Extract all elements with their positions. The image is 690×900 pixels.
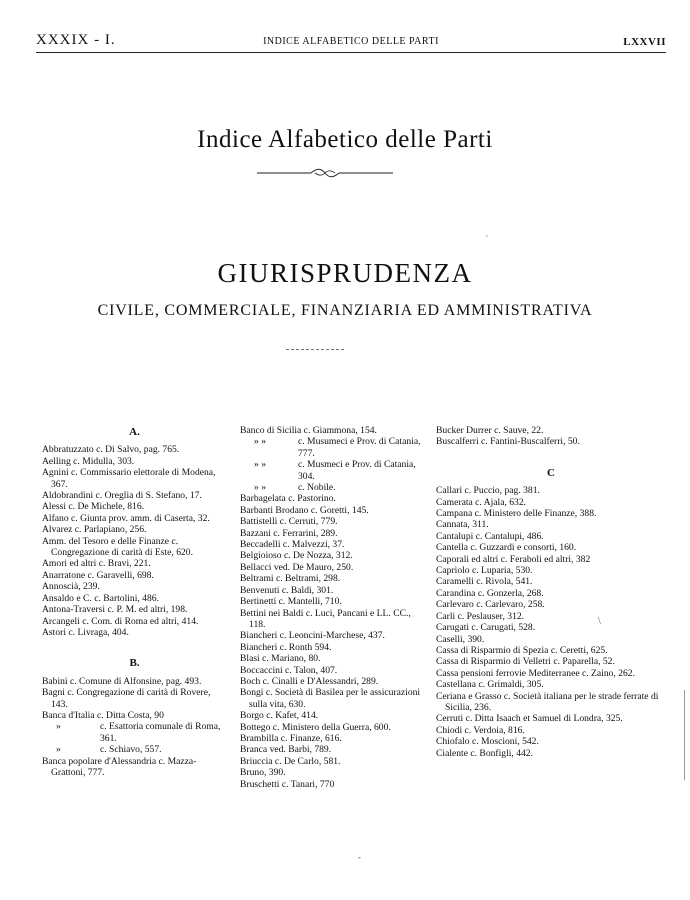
index-entry: Bruno, 390.: [240, 767, 286, 779]
index-entry: Beccadelli c. Malvezzi, 37.: [240, 539, 345, 551]
index-entry: Alfano c. Giunta prov. amm. di Caserta, 32.: [42, 512, 210, 524]
index-entry: Caramelli c. Rivola, 541.: [436, 576, 533, 588]
margin-mark: [684, 690, 686, 780]
index-entry: Carli c. Peslauser, 312.: [436, 610, 525, 622]
index-entry: Abbratuzzato c. Di Salvo, pag. 765.: [42, 444, 180, 456]
index-entry: Bertinetti c. Mantelli, 710.: [240, 596, 342, 608]
index-entry: Bettini nei Baldi c. Luci, Pancani e LL. CC., 118.: [240, 607, 411, 630]
index-entry: Boccaccini c. Talon, 407.: [240, 664, 338, 676]
index-entry-ditto: [240, 482, 425, 493]
page-title: Indice Alfabetico delle Parti: [197, 126, 493, 153]
index-entry: Ansaldo e C. c. Bartolini, 486.: [42, 592, 159, 604]
index-entry: Branca ved. Barbi, 789.: [240, 744, 332, 756]
print-speck-2: ': [486, 234, 488, 245]
index-entry: Caselli, 390.: [436, 633, 485, 645]
section-heading: GIURISPRUDENZA: [217, 258, 473, 288]
index-entry: Cantella c. Guzzardi e consorti, 160.: [436, 542, 577, 554]
print-speck: -: [358, 852, 361, 862]
index-entry-ditto: [42, 721, 227, 744]
index-entry: Boch c. Cinalli e D'Alessandri, 289.: [240, 675, 379, 687]
index-entry: Aldobrandini c. Oreglia di S. Stefano, 17.: [42, 490, 202, 502]
index-entry: Bucker Durrer c. Sauve, 22.: [436, 425, 544, 436]
entry-text: c. Musmeci e Prov. di Catania, 304.: [298, 459, 416, 482]
letter-heading-a: A.: [129, 426, 140, 438]
index-entry: Cialente c. Bonfigli, 442.: [436, 747, 533, 759]
letter-heading-b: B.: [129, 657, 140, 670]
index-entry-ditto: [42, 744, 227, 755]
index-entry: Astori c. Livraga, 404.: [42, 626, 129, 638]
index-column-1: [42, 425, 227, 778]
index-entry: Cassa di Risparmio di Velletri c. Paparella, 52.: [436, 656, 615, 668]
index-entry: Babini c. Comune di Alfonsine, pag. 493.: [42, 675, 202, 687]
index-entry: Capriolo c. Luparia, 530.: [436, 565, 533, 577]
index-entry: Beltrami c. Beltrami, 298.: [240, 573, 341, 585]
index-entry: Bruschetti c. Tanari, 770: [240, 778, 335, 790]
index-entry: Biancheri c. Ronth 594.: [240, 641, 332, 653]
index-entry: Biancheri c. Leoncini-Marchese, 437.: [240, 630, 385, 642]
index-entry: Battistelli c. Cerruti, 779.: [240, 516, 338, 528]
index-entry: Chiodi c. Verdoia, 816.: [436, 724, 525, 736]
index-entry: Belgioioso c. De Nozza, 312.: [240, 550, 353, 562]
index-entry: Cerruti c. Ditta Isaach et Samuel di Londra, 325.: [436, 713, 623, 725]
index-entry: Amori ed altri c. Bravi, 221.: [42, 558, 151, 570]
index-entry: Buscalferri c. Fantini-Buscalferri, 50.: [436, 436, 580, 448]
volume-number: XXXIX - I.: [36, 32, 116, 48]
ditto-mark: »: [56, 721, 61, 733]
index-entry: Bazzani c. Ferrarini, 289.: [240, 527, 338, 539]
index-entry: Blasi c. Mariano, 80.: [240, 653, 321, 665]
index-column-3: [436, 425, 666, 759]
index-entry: Bottego c. Ministero della Guerra, 600.: [240, 721, 391, 733]
index-entry: Caporali ed altri c. Feraboli ed altri, 382: [436, 553, 591, 565]
index-entry: Callari c. Puccio, pag. 381.: [436, 485, 540, 497]
ditto-mark: » »: [254, 482, 266, 494]
index-entry: Bellacci ved. De Mauro, 250.: [240, 561, 354, 573]
index-entry: Castellana c. Grimaldi, 305.: [436, 679, 544, 691]
section-subheading: CIVILE, COMMERCIALE, FINANZIARIA ED AMMINISTRATIVA: [97, 302, 593, 319]
index-entry-ditto: [240, 459, 425, 482]
index-entry: Camerata c. Ajala, 632.: [436, 496, 527, 508]
entry-text: c. Schiavo, 557.: [100, 744, 162, 756]
index-entry: Cannata, 311.: [436, 519, 489, 531]
index-entry: Cassa pensioni ferrovie Mediterranee c. Zaino, 262.: [436, 667, 636, 679]
index-entry: Brambilla c. Finanze, 616.: [240, 732, 342, 744]
index-entry: Carandina c. Gonzerla, 268.: [436, 587, 544, 599]
index-entry: Agnini c. Commissario elettorale di Modena, 367.: [42, 467, 216, 490]
index-entry: Ceriana e Grasso c. Società italiana per le strade ferrate di Sicilia, 236.: [436, 690, 659, 713]
index-entry: Arcangeli c. Com. di Roma ed altri, 414.: [42, 615, 199, 627]
letter-heading-c: C: [547, 466, 555, 479]
index-entry: Carlevaro c. Carlevaro, 258.: [436, 599, 545, 611]
index-entry: Cantalupi c. Cantalupi, 486.: [436, 530, 544, 542]
index-entry: Alvarez c. Parlapiano, 256.: [42, 524, 147, 536]
index-entry: Annoscià, 239.: [42, 581, 100, 593]
index-entry: Barbagelata c. Pastorino.: [240, 493, 336, 505]
index-entry: Campana c. Ministero delle Finanze, 388.: [436, 508, 597, 520]
running-title: INDICE ALFABETICO DELLE PARTI: [263, 36, 439, 47]
index-entry: Banca d'Italia c. Ditta Costa, 90: [42, 709, 164, 721]
running-header: [36, 32, 666, 53]
index-entry: Borgo c. Kafet, 414.: [240, 710, 319, 722]
index-column-2: [240, 425, 425, 790]
entry-text: c. Esattoria comunale di Roma, 361.: [100, 721, 221, 744]
index-entry: Carugati c. Carugati, 528.: [436, 622, 536, 634]
index-entry: Briuccia c. De Carlo, 581.: [240, 755, 341, 767]
index-entry: Benvenuti c. Baldi, 301.: [240, 584, 334, 596]
index-entry-ditto: [240, 436, 425, 459]
index-entry: Banca popolare d'Alessandria c. Mazza-Grattoni, 777.: [42, 755, 197, 778]
entry-text: c. Musumeci e Prov. di Catania, 777.: [298, 436, 421, 459]
index-entry: Amm. del Tesoro e delle Finanze c. Congregazione di carità di Este, 620.: [42, 535, 193, 559]
index-entry: Bongi c. Società di Basilea per le assicurazioni sulla vita, 630.: [240, 687, 421, 710]
index-entry: Cassa di Risparmio di Spezia c. Ceretti, 625.: [436, 644, 608, 656]
ditto-mark: »: [56, 744, 61, 756]
divider-rule: [286, 349, 344, 350]
index-entry: Barbanti Brodano c. Goretti, 145.: [240, 504, 369, 516]
index-entry: Anarratone c. Garavelli, 698.: [42, 569, 154, 581]
entry-text: c. Nobile.: [298, 482, 336, 494]
index-entry: Aelling c. Midulla, 303.: [42, 455, 135, 467]
index-entry: Alessi c. De Michele, 816.: [42, 501, 145, 513]
ditto-mark: » »: [254, 459, 266, 471]
index-entry: Chiofalo c. Moscioni, 542.: [436, 736, 539, 748]
page-number: LXXVII: [623, 36, 666, 48]
index-entry: Banco di Sicilia c. Giammona, 154.: [240, 425, 377, 436]
index-entry: Bagni c. Congregazione di carità di Rovere, 143.: [42, 687, 211, 710]
ornament-divider: [255, 166, 395, 180]
ditto-mark: » »: [254, 436, 266, 448]
index-entry: Antona-Traversi c. P. M. ed altri, 198.: [42, 604, 188, 616]
pencil-mark: \: [598, 616, 601, 627]
